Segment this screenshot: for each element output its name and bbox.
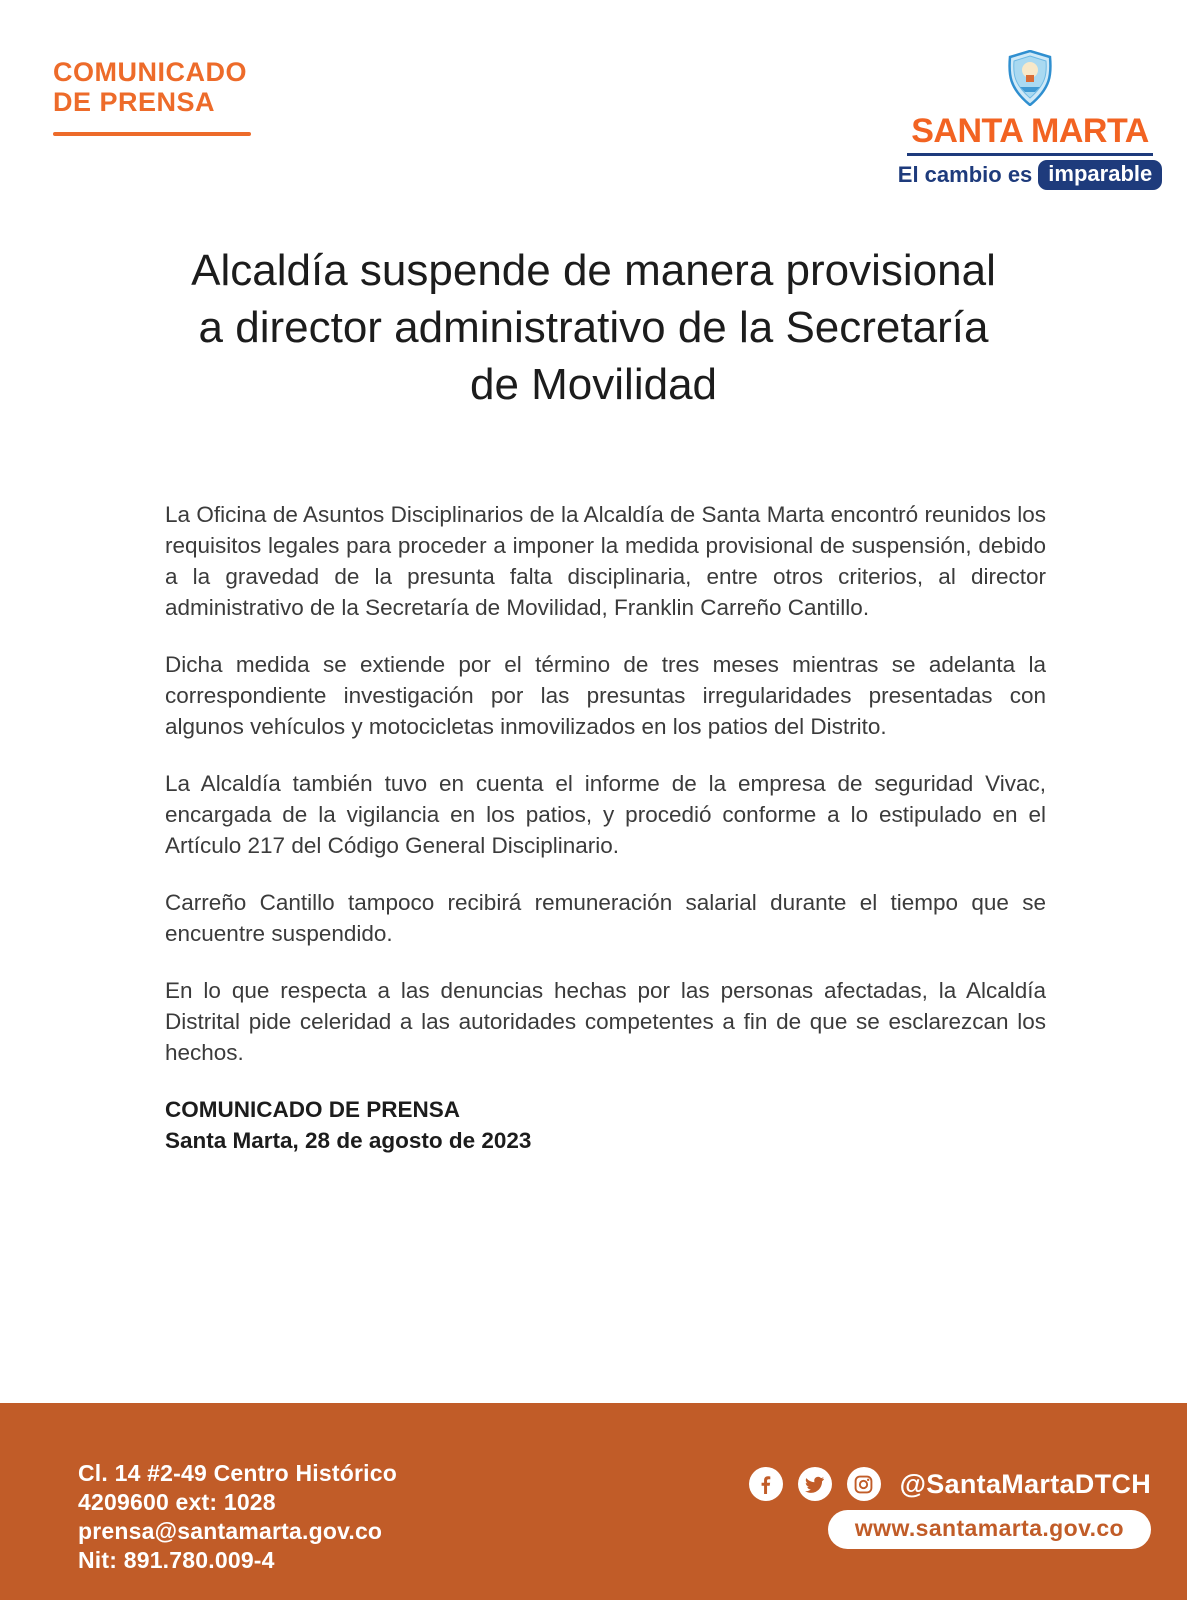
title-line-3: de Movilidad [469,360,718,409]
brand-logo [897,50,1153,190]
brand-divider [907,153,1153,156]
santa-marta-shield-icon [1006,50,1054,106]
instagram-icon[interactable] [847,1467,881,1501]
paragraph-4: Carreño Cantillo tampoco recibirá remuneración salarial durante el tiempo que se encuentre suspendido. [165,890,1046,946]
tagline-text: El cambio es [897,162,1033,187]
signature-date: Santa Marta, 28 de agosto de 2023 [165,1128,532,1153]
website-url: www.santamarta.gov.co [854,1515,1124,1541]
brand-wordmark: SANTA MARTA [911,112,1149,150]
kicker-line-1: COMUNICADO [53,57,247,87]
title-line-1: Alcaldía suspende de manera provisional [191,246,996,295]
contact-address: Cl. 14 #2-49 Centro Histórico [78,1460,397,1486]
contact-email[interactable]: prensa@santamarta.gov.co [78,1518,383,1544]
brand-tagline [898,160,1162,190]
kicker-rule [53,132,251,136]
facebook-icon[interactable] [749,1467,783,1501]
paragraph-5: En lo que respecta a las denuncias hechas por las personas afectadas, la Alcaldía Distrital pide celeridad a las autoridades competentes a fin de que se esclarezcan los hechos. [165,978,1046,1065]
contact-nit: Nit: 891.780.009-4 [78,1547,275,1573]
article-body [165,499,1046,1156]
page-title [0,242,1187,413]
signature-title: COMUNICADO DE PRENSA [165,1097,461,1122]
signature-block [165,1094,1046,1156]
social-handle: @SantaMartaDTCH [899,1468,1151,1499]
title-line-2: a director administrativo de la Secretaría [198,303,989,352]
kicker-line-2: DE PRENSA [53,86,216,117]
header [0,0,1187,190]
paragraph-1: La Oficina de Asuntos Disciplinarios de la Alcaldía de Santa Marta encontró reunidos los requisitos legales para proceder a imponer la medida provisional de suspensión, debido a la gravedad de la presunta falta disciplinaria, entre otros criterios, al director administrativo de la Secretaría de Movilidad, Franklin Carreño Cantillo. [165,502,1046,620]
social-row [749,1467,1151,1501]
paragraph-3: La Alcaldía también tuvo en cuenta el informe de la empresa de seguridad Vivac, encargada de la vigilancia en los patios, y procedió conforme a lo estipulado en el Artículo 217 del Código General Disciplinario. [165,771,1046,858]
website-link[interactable] [828,1510,1151,1549]
paragraph-2: Dicha medida se extiende por el término de tres meses mientras se adelanta la correspondiente investigación por las presuntas irregularidades presentadas con algunos vehículos y motocicletas inmovilizados en los patios del Distrito. [165,652,1046,739]
social-block [749,1459,1151,1549]
contact-phone: 4209600 ext: 1028 [78,1489,276,1515]
footer [0,1403,1187,1600]
contact-block [78,1459,397,1575]
kicker [53,50,251,136]
twitter-icon[interactable] [798,1467,832,1501]
tagline-badge: imparable [1038,160,1162,190]
